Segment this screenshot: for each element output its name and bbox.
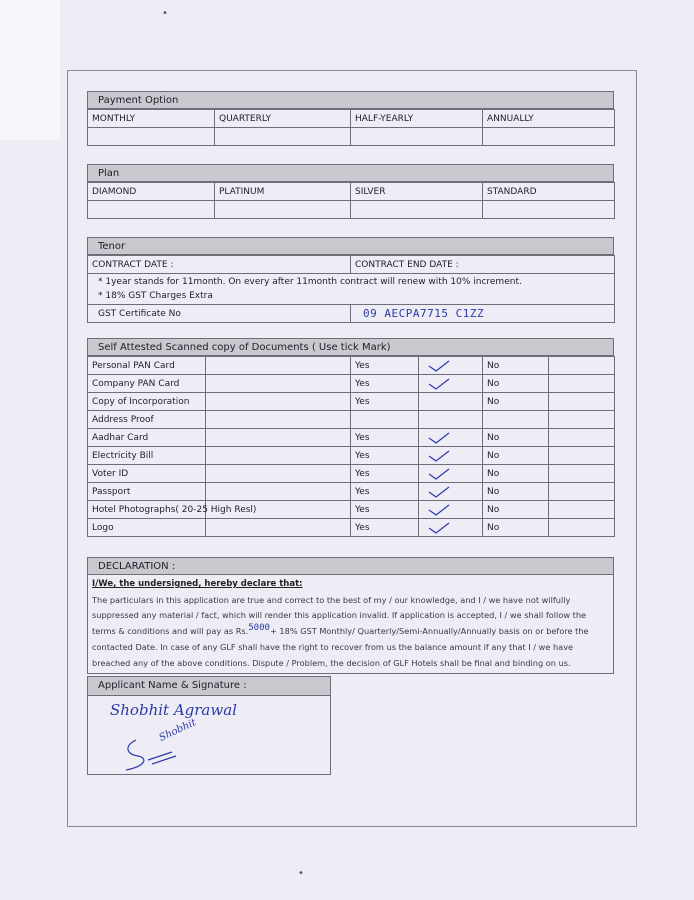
declaration-text-part2: + 18% GST Monthly/ Quarterly/Semi-Annually/Annually basis on or before the contacted Date. In case of any GLF shall have the right to recover from us the balance amount if any that I / we have breached any of the above conditions. Dispute / Problem, the decision of GLF Hotels shall be final and binding on us. bbox=[92, 625, 589, 668]
document-yes-tick[interactable] bbox=[419, 465, 483, 483]
document-no-tick[interactable] bbox=[549, 447, 615, 465]
page-fold-shadow bbox=[0, 0, 60, 140]
plan-standard: STANDARD bbox=[483, 183, 615, 201]
document-no-tick[interactable] bbox=[549, 375, 615, 393]
document-yes-tick[interactable] bbox=[419, 501, 483, 519]
document-yes-label: Yes bbox=[351, 393, 419, 411]
signature-section bbox=[87, 676, 331, 775]
document-name: Voter ID bbox=[88, 465, 206, 483]
document-yes-tick[interactable] bbox=[419, 393, 483, 411]
document-no-tick[interactable] bbox=[549, 519, 615, 537]
document-name: Passport bbox=[88, 483, 206, 501]
document-no-tick[interactable] bbox=[549, 429, 615, 447]
plan-select-silver[interactable] bbox=[351, 201, 483, 219]
document-yes-tick[interactable] bbox=[419, 519, 483, 537]
document-name: Personal PAN Card bbox=[88, 357, 206, 375]
document-name: Electricity Bill bbox=[88, 447, 206, 465]
document-no-tick[interactable] bbox=[549, 411, 615, 429]
tenor-header: Tenor bbox=[87, 237, 614, 255]
document-yes-label: Yes bbox=[351, 483, 419, 501]
document-yes-label: Yes bbox=[351, 501, 419, 519]
document-row bbox=[88, 447, 615, 465]
document-row bbox=[88, 357, 615, 375]
declaration-title: I/We, the undersigned, hereby declare that: bbox=[92, 579, 303, 589]
tenor-note-gst: * 18% GST Charges Extra bbox=[98, 291, 213, 301]
signature-text: Shobhit bbox=[157, 717, 198, 744]
document-row bbox=[88, 375, 615, 393]
tick-mark-icon bbox=[423, 485, 453, 499]
signature-icon bbox=[118, 732, 198, 777]
payment-option-header: Payment Option bbox=[87, 91, 614, 109]
document-no-tick[interactable] bbox=[549, 483, 615, 501]
plan-table bbox=[87, 182, 615, 219]
gst-certificate-number[interactable]: 09 AECPA7715 C1ZZ bbox=[351, 305, 615, 323]
scan-speck-bottom: • bbox=[298, 868, 304, 879]
declaration-body bbox=[87, 575, 614, 674]
document-blank bbox=[206, 393, 351, 411]
document-no-label: No bbox=[483, 357, 549, 375]
document-no-label bbox=[483, 411, 549, 429]
document-no-label: No bbox=[483, 501, 549, 519]
document-no-label: No bbox=[483, 483, 549, 501]
plan-diamond: DIAMOND bbox=[88, 183, 215, 201]
plan-select-diamond[interactable] bbox=[88, 201, 215, 219]
tenor-note-renewal: * 1year stands for 11month. On every after 11month contract will renew with 10% increment. bbox=[98, 277, 522, 287]
document-no-label: No bbox=[483, 447, 549, 465]
document-yes-label: Yes bbox=[351, 465, 419, 483]
document-blank bbox=[206, 357, 351, 375]
document-no-tick[interactable] bbox=[549, 357, 615, 375]
document-yes-tick[interactable] bbox=[419, 483, 483, 501]
tick-mark-icon bbox=[423, 467, 453, 481]
plan-select-platinum[interactable] bbox=[215, 201, 351, 219]
tick-mark-icon bbox=[423, 377, 453, 391]
document-no-label: No bbox=[483, 375, 549, 393]
plan-section bbox=[87, 164, 614, 219]
document-yes-tick[interactable] bbox=[419, 375, 483, 393]
tenor-table bbox=[87, 255, 615, 323]
document-row bbox=[88, 501, 615, 519]
document-row bbox=[88, 483, 615, 501]
document-blank bbox=[206, 411, 351, 429]
payment-option-half-yearly: HALF-YEARLY bbox=[351, 110, 483, 128]
documents-table bbox=[87, 356, 615, 537]
declaration-text-part1: The particulars in this application are true and correct to the best of my / our knowledge, and I / we have not wilfully suppressed any material / fact, which will render this application invalid. If application is accepted, I / we shall follow the terms & conditions and will pay as Rs. bbox=[92, 594, 587, 636]
tenor-notes bbox=[88, 274, 615, 305]
payment-select-annually[interactable] bbox=[483, 128, 615, 146]
document-blank bbox=[206, 447, 351, 465]
document-no-label: No bbox=[483, 465, 549, 483]
scan-speck: • bbox=[162, 8, 168, 19]
plan-select-standard[interactable] bbox=[483, 201, 615, 219]
payment-select-quarterly[interactable] bbox=[215, 128, 351, 146]
tick-mark-icon bbox=[423, 359, 453, 373]
document-blank bbox=[206, 429, 351, 447]
tick-mark-icon bbox=[423, 521, 453, 535]
declaration-section bbox=[87, 557, 614, 674]
payment-option-section bbox=[87, 91, 614, 146]
gst-certificate-label: GST Certificate No bbox=[88, 305, 351, 323]
plan-platinum: PLATINUM bbox=[215, 183, 351, 201]
document-name: Hotel Photographs( 20-25 High Resl) bbox=[88, 501, 206, 519]
tick-mark-icon bbox=[423, 449, 453, 463]
payment-option-monthly: MONTHLY bbox=[88, 110, 215, 128]
plan-silver: SILVER bbox=[351, 183, 483, 201]
document-yes-label: Yes bbox=[351, 429, 419, 447]
document-name: Address Proof bbox=[88, 411, 206, 429]
document-no-tick[interactable] bbox=[549, 465, 615, 483]
payment-select-monthly[interactable] bbox=[88, 128, 215, 146]
document-row bbox=[88, 519, 615, 537]
document-yes-tick[interactable] bbox=[419, 411, 483, 429]
tick-mark-icon bbox=[423, 503, 453, 517]
document-yes-label: Yes bbox=[351, 357, 419, 375]
document-yes-tick[interactable] bbox=[419, 429, 483, 447]
document-blank bbox=[206, 375, 351, 393]
document-row bbox=[88, 393, 615, 411]
document-no-tick[interactable] bbox=[549, 393, 615, 411]
document-name: Logo bbox=[88, 519, 206, 537]
document-row bbox=[88, 465, 615, 483]
payment-select-half-yearly[interactable] bbox=[351, 128, 483, 146]
document-yes-tick[interactable] bbox=[419, 357, 483, 375]
document-yes-label: Yes bbox=[351, 375, 419, 393]
document-row bbox=[88, 411, 615, 429]
payment-option-quarterly: QUARTERLY bbox=[215, 110, 351, 128]
document-blank bbox=[206, 465, 351, 483]
declaration-header: DECLARATION : bbox=[87, 557, 614, 575]
document-no-label: No bbox=[483, 429, 549, 447]
declaration-amount[interactable]: 5000 bbox=[248, 622, 270, 633]
contract-date-field[interactable]: CONTRACT DATE : bbox=[88, 256, 351, 274]
contract-end-date-field[interactable]: CONTRACT END DATE : bbox=[351, 256, 615, 274]
document-name: Company PAN Card bbox=[88, 375, 206, 393]
documents-header: Self Attested Scanned copy of Documents ( Use tick Mark) bbox=[87, 338, 614, 356]
document-yes-tick[interactable] bbox=[419, 447, 483, 465]
tenor-section bbox=[87, 237, 614, 323]
document-no-label: No bbox=[483, 519, 549, 537]
plan-header: Plan bbox=[87, 164, 614, 182]
document-no-tick[interactable] bbox=[549, 501, 615, 519]
document-yes-label: Yes bbox=[351, 447, 419, 465]
tick-mark-icon bbox=[423, 431, 453, 445]
document-name: Copy of Incorporation bbox=[88, 393, 206, 411]
document-blank bbox=[206, 483, 351, 501]
document-name: Aadhar Card bbox=[88, 429, 206, 447]
documents-section bbox=[87, 338, 614, 537]
signature-header: Applicant Name & Signature : bbox=[88, 677, 330, 696]
document-yes-label bbox=[351, 411, 419, 429]
document-blank bbox=[206, 519, 351, 537]
payment-option-table bbox=[87, 109, 615, 146]
document-yes-label: Yes bbox=[351, 519, 419, 537]
applicant-name-handwritten[interactable]: Shobhit Agrawal bbox=[110, 701, 237, 719]
document-no-label: No bbox=[483, 393, 549, 411]
document-row bbox=[88, 429, 615, 447]
payment-option-annually: ANNUALLY bbox=[483, 110, 615, 128]
